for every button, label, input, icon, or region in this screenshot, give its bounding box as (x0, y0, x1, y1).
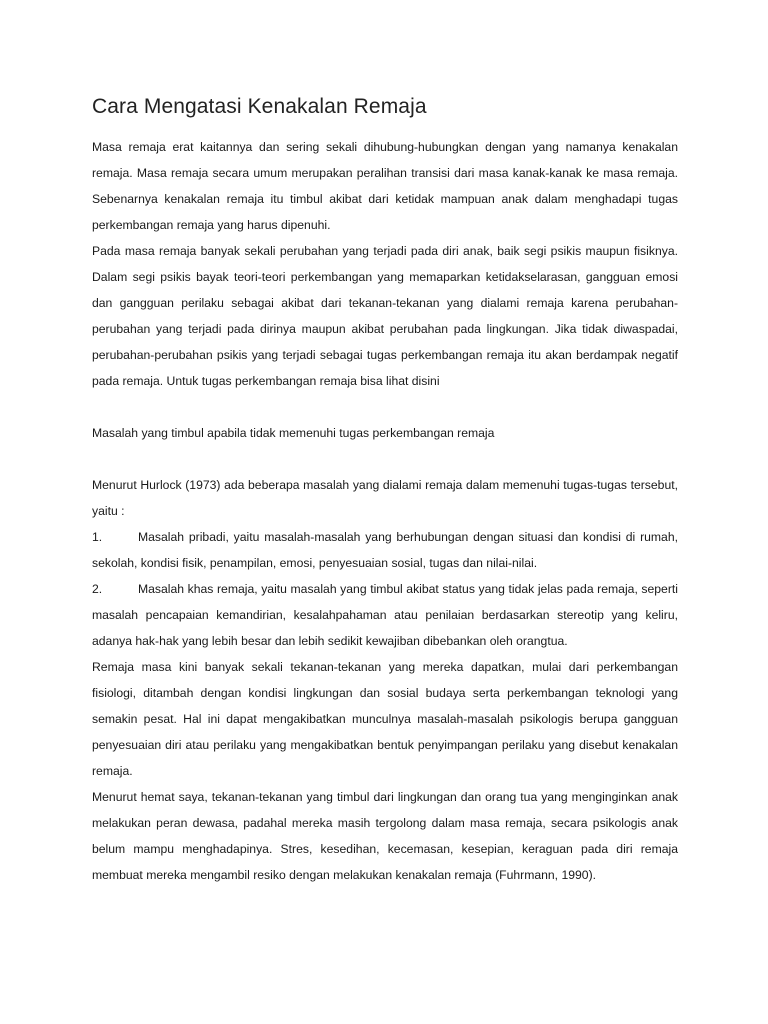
list-item-1 (92, 524, 678, 576)
document-page (92, 92, 678, 888)
list-text: Masalah pribadi, yaitu masalah-masalah yang berhubungan dengan situasi dan kondisi di rumah, sekolah, kondisi fisik, penampilan, emosi, penyesuaian sosial, tugas dan nilai-nilai. (92, 530, 678, 570)
list-number: 2. (92, 582, 103, 596)
list-number: 1. (92, 530, 103, 544)
page-title: Cara Mengatasi Kenakalan Remaja (92, 95, 427, 118)
section-heading: Masalah yang timbul apabila tidak memenuhi tugas perkembangan remaja (92, 426, 495, 440)
list-text: Masalah khas remaja, yaitu masalah yang timbul akibat status yang tidak jelas pada remaja, seperti masalah pencapaian kemandirian, kesalahpahaman atau penilaian berdasarkan stereotip yang keliru, adanya hak-hak yang lebih besar dan lebih sedikit kewajiban dibebankan oleh orangtua. (92, 582, 678, 648)
paragraph-opinion: Menurut hemat saya, tekanan-tekanan yang timbul dari lingkungan dan orang tua yang menginginkan anak melakukan peran dewasa, padahal mereka masih tergolong dalam masa remaja, secara psikologis anak belum mampu menghadapinya. Stres, kesedihan, kecemasan, kesepian, keraguan pada diri remaja membuat mereka mengambil resiko dengan melakukan kenakalan remaja (Fuhrmann, 1990). (92, 790, 678, 882)
paragraph-hurlock: Menurut Hurlock (1973) ada beberapa masalah yang dialami remaja dalam memenuhi tugas-tugas tersebut, yaitu : (92, 478, 678, 518)
paragraph-intro: Masa remaja erat kaitannya dan sering sekali dihubung-hubungkan dengan yang namanya kenakalan remaja. Masa remaja secara umum merupakan peralihan transisi dari masa kanak-kanak ke masa remaja. Sebenarnya kenakalan remaja itu timbul akibat dari ketidak mampuan anak dalam menghadapi tugas perkembangan remaja yang harus dipenuhi. (92, 140, 678, 232)
spacer (92, 394, 678, 420)
paragraph-pressures: Remaja masa kini banyak sekali tekanan-tekanan yang mereka dapatkan, mulai dari perkembangan fisiologi, ditambah dengan kondisi lingkungan dan sosial budaya serta perkembangan teknologi yang semakin pesat. Hal ini dapat mengakibatkan munculnya masalah-masalah psikologis berupa gangguan penyesuaian diri atau perilaku yang mengakibatkan bentuk penyimpangan perilaku yang disebut kenakalan remaja. (92, 660, 678, 778)
paragraph-changes: Pada masa remaja banyak sekali perubahan yang terjadi pada diri anak, baik segi psikis maupun fisiknya. Dalam segi psikis bayak teori-teori perkembangan yang memaparkan ketidakselarasan, gangguan emosi dan gangguan perilaku sebagai akibat dari tekanan-tekanan yang dialami remaja karena perubahan-perubahan yang terjadi pada dirinya maupun akibat perubahan pada lingkungan. Jika tidak diwaspadai, perubahan-perubahan psikis yang terjadi sebagai tugas perkembangan remaja itu akan berdampak negatif pada remaja. Untuk tugas perkembangan remaja bisa lihat disini (92, 244, 678, 388)
spacer (92, 446, 678, 472)
list-item-2 (92, 576, 678, 654)
